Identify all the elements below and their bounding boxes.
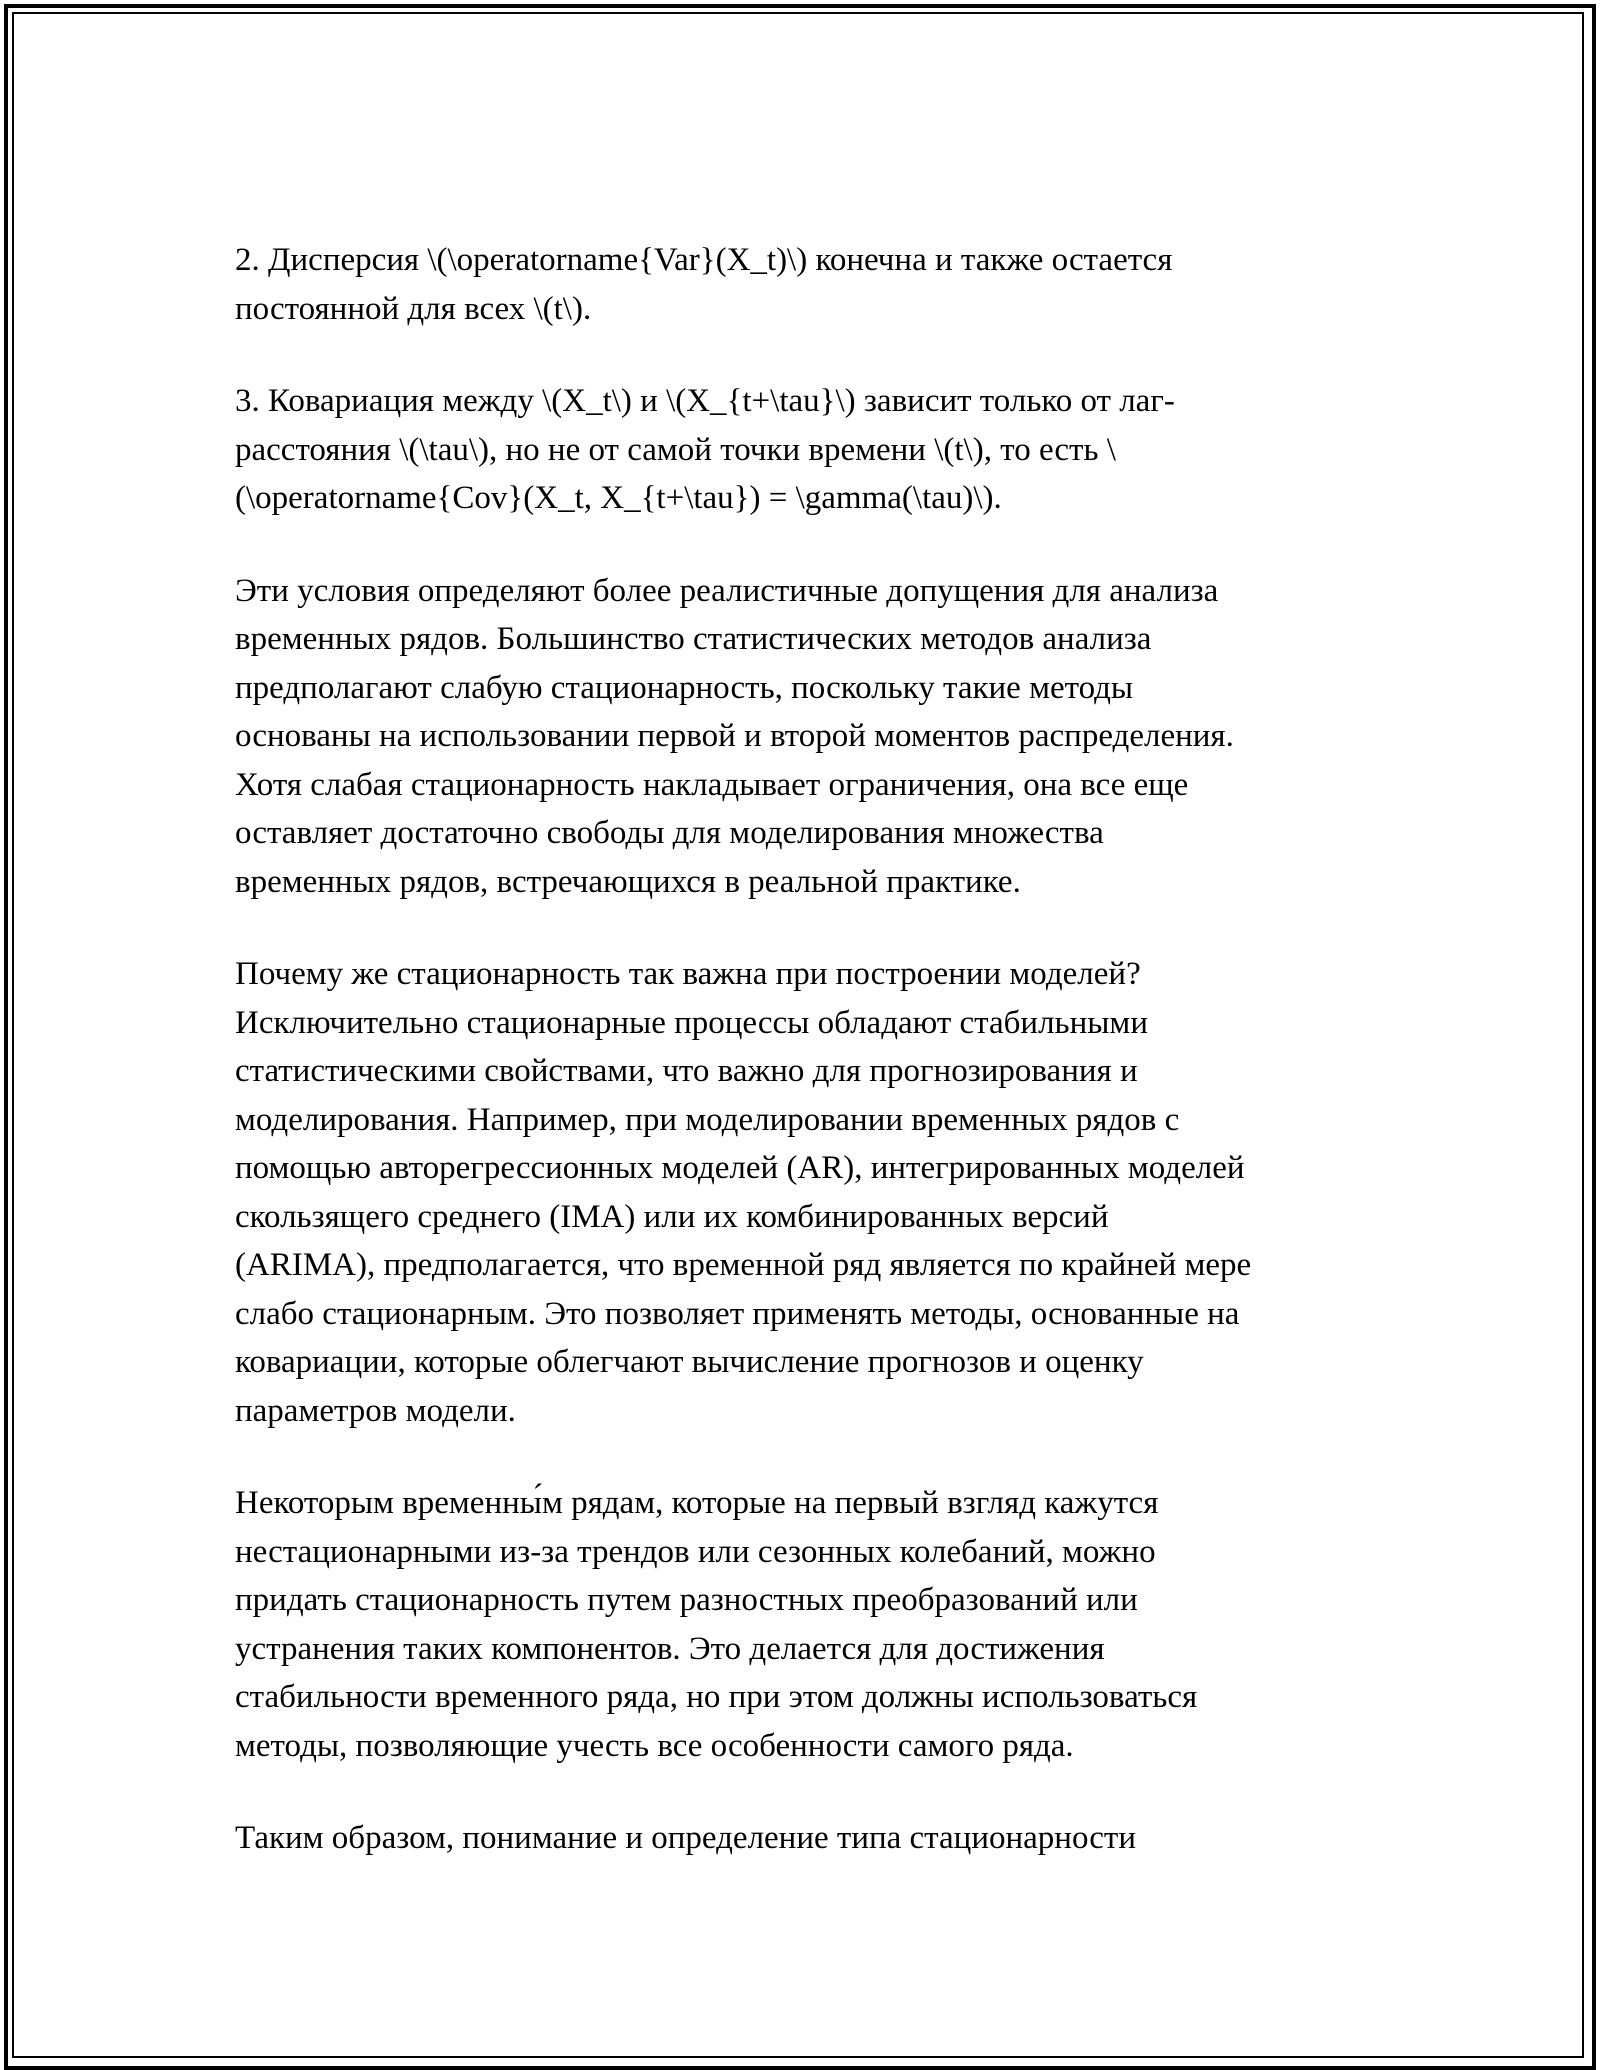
text-line: статистическими свойствами, что важно для прогнозирования и [235,1053,1138,1089]
text-line: основаны на использовании первой и второй моментов распределения. [235,718,1234,754]
text-line: слабо стационарным. Это позволяет применять методы, основанные на [235,1295,1240,1332]
text-line: Эти условия определяют более реалистичные допущения для анализа [235,572,1219,609]
text-line: Почему же стационарность так важна при построении моделей? [235,956,1141,992]
text-line: помощью авторегрессионных моделей (AR), интегрированных моделей [235,1150,1245,1186]
text-line: Исключительно стационарные процессы обладают стабильными [235,1004,1148,1041]
paragraph-variance-condition [235,236,1400,333]
text-line: временных рядов. Большинство статистических методов анализа [235,621,1152,657]
text-line: параметров модели. [235,1392,516,1429]
text-line: ковариации, которые облегчают вычисление прогнозов и оценку [235,1344,1144,1380]
text-line: временных рядов, встречающихся в реальной практике. [235,863,1021,900]
text-line: стабильности временного ряда, но при этом должны использоваться [235,1679,1198,1715]
paragraph-importance [235,950,1400,1435]
text-line: расстояния \(\tau\), но не от самой точки времени \(t\), то есть \ [235,431,1116,468]
text-line: Таким образом, понимание и определение типа стационарности [235,1820,1136,1856]
text-line: моделирования. Например, при моделировании временных рядов с [235,1101,1180,1138]
paragraph-transformations [235,1479,1400,1770]
text-line: нестационарными из-за трендов или сезонных колебаний, можно [235,1533,1156,1570]
text-line: предполагают слабую стационарность, поскольку такие методы [235,669,1134,706]
text-line: (ARIMA), предполагается, что временной ряд является по крайней мере [235,1247,1252,1283]
paragraph-covariance-condition [235,377,1400,523]
text-line: 2. Дисперсия \(\operatorname{Var}(X_t)\) конечна и также остается [235,242,1173,278]
text-line: постоянной для всех \(t\). [235,290,592,327]
text-line: Некоторым временны́м рядам, которые на первый взгляд кажутся [235,1485,1159,1521]
text-line: методы, позволяющие учесть все особенности самого ряда. [235,1727,1074,1764]
text-line: устранения таких компонентов. Это делается для достижения [235,1630,1105,1667]
paragraph-weak-stationarity [235,567,1400,907]
text-line: (\operatorname{Cov}(X_t, X_{t+\tau}) = \gamma(\tau)\). [235,480,1002,516]
text-line: скользящего среднего (IMA) или их комбинированных версий [235,1198,1109,1235]
text-line: Хотя слабая стационарность накладывает ограничения, она все еще [235,766,1189,803]
text-line: оставляет достаточно свободы для моделирования множества [235,815,1104,851]
text-line: придать стационарность путем разностных преобразований или [235,1582,1138,1618]
text-line: 3. Ковариация между \(X_t\) и \(X_{t+\tau}\) зависит только от лаг- [235,383,1175,419]
paragraph-conclusion [235,1814,1400,1863]
document-body [235,236,1400,1907]
